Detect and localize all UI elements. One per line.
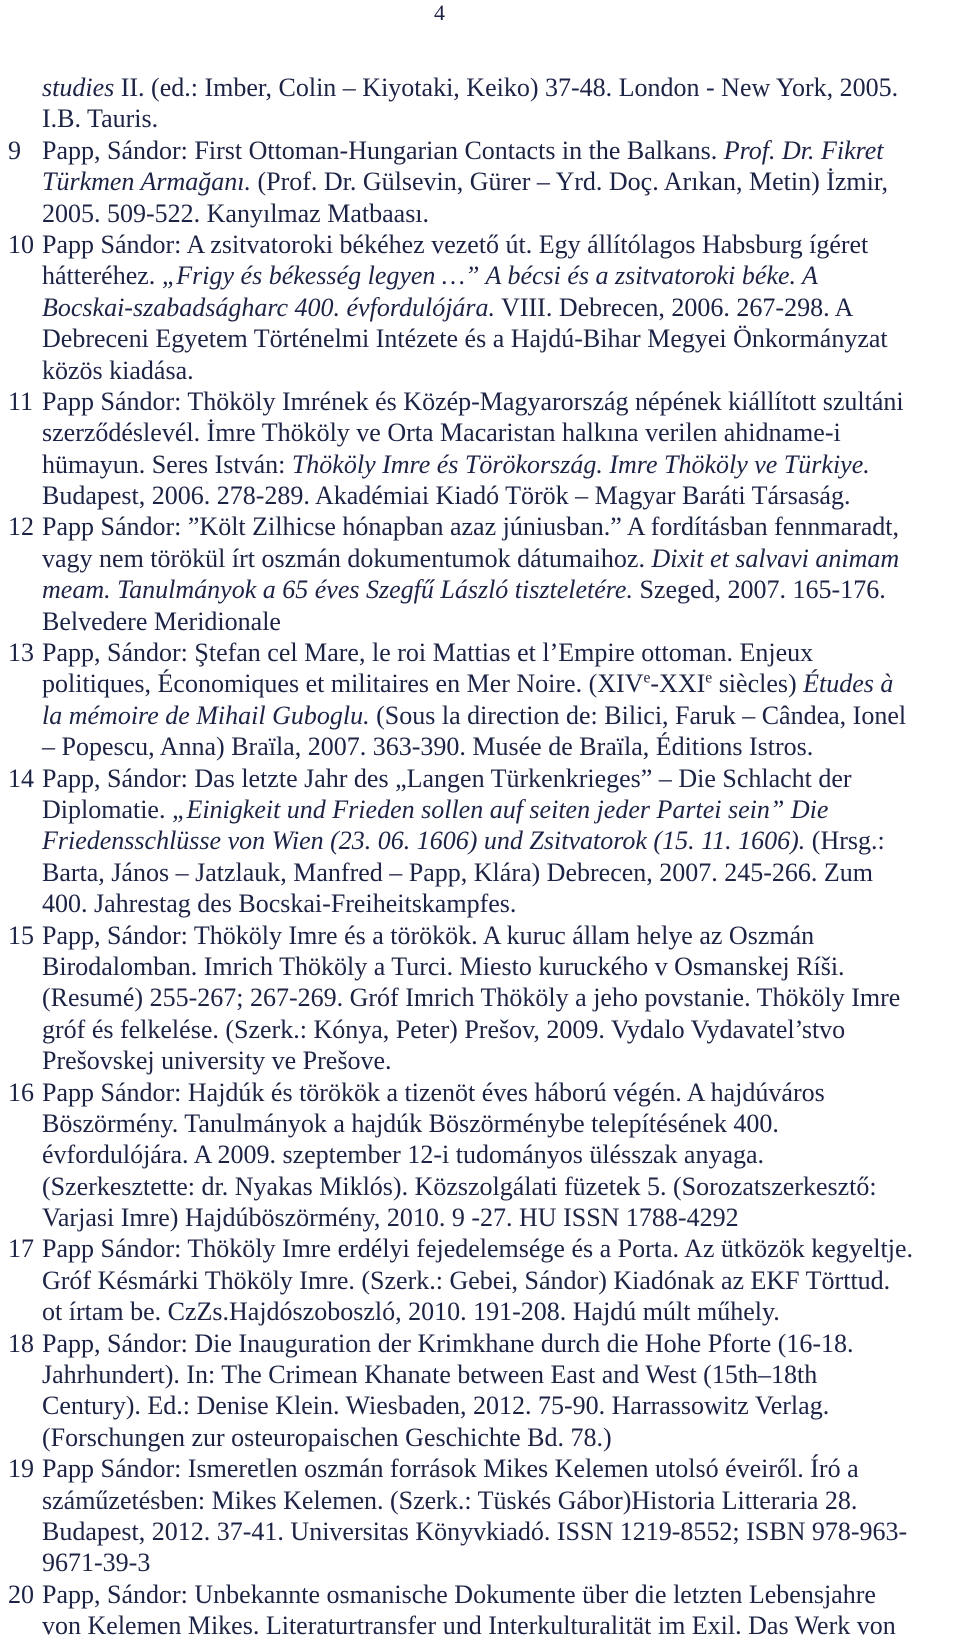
text-segment: – Popescu, Anna) Braïla, 2007. 363-390. Musée de Braïla, Éditions Istros.	[42, 732, 814, 762]
text-segment: Papp, Sándor: Thököly Imre és a törökök. A kuruc állam helye az Oszmán	[42, 920, 815, 950]
entry-line	[0, 417, 960, 448]
entry-line	[0, 1485, 960, 1516]
entry-number: 14	[8, 763, 34, 793]
entry-number: 12	[8, 512, 34, 542]
italic-text: Dixit et salvavi animam	[651, 543, 900, 573]
entry-line	[0, 260, 960, 291]
entry-line	[0, 1233, 960, 1264]
text-segment: (Sous la direction de: Bilici, Faruk – Cândea, Ionel	[369, 700, 907, 730]
entry-line	[0, 1077, 960, 1108]
italic-text: Friedensschlüsse von Wien (23. 06. 1606) und Zsitvatorok (15. 11. 1606).	[42, 826, 806, 856]
entry-line	[0, 1171, 960, 1202]
text-segment: Papp, Sándor: Das letzte Jahr des „Langen Türkenkrieges” – Die Schlacht der	[42, 763, 852, 793]
text-segment: von Kelemen Mikes. Literaturtransfer und Interkulturalität im Exil. Das Werk von	[42, 1611, 896, 1641]
text-segment: Gróf Késmárki Thököly Imre. (Szerk.: Gebei, Sándor) Kiadónak az EKF Törttud.	[42, 1265, 891, 1295]
entry-line	[0, 857, 960, 888]
text-segment: Birodalomban. Imrich Thököly a Turci. Miesto kuruckého v Osmanskej Ríši.	[42, 951, 845, 981]
text-segment: hátteréhez.	[42, 261, 162, 291]
text-segment: hümayun. Seres István:	[42, 449, 292, 479]
bibliography-entry	[0, 637, 960, 763]
text-segment: szerződéslevél. İmre Thököly ve Orta Macaristan halkına verilen ahidname-i	[42, 418, 841, 448]
text-segment: gróf és felkelése. (Szerk.: Kónya, Peter) Prešov, 2009. Vydalo Vydavatel’stvo	[42, 1014, 846, 1044]
text-segment: Budapest, 2006. 278-289. Akadémiai Kiadó Török – Magyar Baráti Társaság.	[42, 481, 851, 511]
text-segment: Papp Sándor: Thököly Imre erdélyi fejedelemsége és a Porta. Az ütközök kegyeltje.	[42, 1234, 913, 1264]
entry-line	[0, 888, 960, 919]
bibliography-entry	[0, 763, 960, 920]
text-segment: Böszörmény. Tanulmányok a hajdúk Böszörménybe telepítésének 400.	[42, 1108, 779, 1138]
entry-line	[0, 103, 960, 134]
italic-text: „Frigy és békesség legyen …” A bécsi és a zsitvatoroki béke. A	[161, 261, 818, 291]
text-segment: I.B. Tauris.	[42, 104, 159, 134]
entry-line	[0, 1579, 960, 1610]
entry-number: 10	[8, 229, 34, 259]
italic-text: la mémoire de Mihail Guboglu.	[42, 700, 370, 730]
text-segment: Jahrhundert). In: The Crimean Khanate between East and West (15th–18th	[42, 1360, 818, 1390]
entry-line	[0, 166, 960, 197]
entry-line	[0, 511, 960, 542]
entry-line	[0, 1359, 960, 1390]
text-segment: (Forschungen zur osteuropaischen Geschichte Bd. 78.)	[42, 1422, 612, 1452]
entry-line	[0, 1328, 960, 1359]
entry-line	[0, 763, 960, 794]
text-segment: Papp, Sándor: Die Inauguration der Krimkhane durch die Hohe Pforte (16-18.	[42, 1328, 854, 1358]
text-segment: Papp, Sándor: Unbekannte osmanische Dokumente über die letzten Lebensjahre	[42, 1579, 876, 1609]
text-segment: siècles)	[712, 669, 804, 699]
entry-line	[0, 292, 960, 323]
text-segment: Papp Sándor: Hajdúk és törökök a tizenöt éves háború végén. A hajdúváros	[42, 1077, 825, 1107]
bibliography-entry	[0, 920, 960, 1077]
entry-line	[0, 386, 960, 417]
text-segment: Papp Sándor: Thököly Imrének és Közép-Magyarország népének kiállított szultáni	[42, 386, 904, 416]
italic-text: „Einigkeit und Frieden sollen auf seiten jeder Partei sein” Die	[171, 794, 829, 824]
superscript-text: e	[705, 669, 713, 687]
italic-text: Études à	[803, 669, 894, 699]
entry-line	[0, 700, 960, 731]
italic-text: Prof. Dr. Fikret	[723, 135, 884, 165]
entry-number: 18	[8, 1328, 34, 1358]
bibliography-entry	[0, 1077, 960, 1234]
entry-line	[0, 1610, 960, 1641]
text-segment: száműzetésben: Mikes Kelemen. (Szerk.: Tüskés Gábor)Historia Litteraria 28.	[42, 1485, 858, 1515]
text-segment: Belvedere Meridionale	[42, 606, 281, 636]
text-segment: ot írtam be. CzZs.Hajdószoboszló, 2010. 191-208. Hajdú múlt műhely.	[42, 1297, 780, 1327]
entry-line	[0, 229, 960, 260]
bibliography-entry	[0, 1328, 960, 1454]
entry-line	[0, 951, 960, 982]
text-segment: 2005. 509-522. Kanyılmaz Matbaası.	[42, 198, 430, 228]
entry-line	[0, 668, 960, 699]
entry-line	[0, 480, 960, 511]
text-segment: Papp Sándor: A zsitvatoroki békéhez vezető út. Egy állítólagos Habsburg ígéret	[42, 229, 869, 259]
entry-line	[0, 1108, 960, 1139]
text-segment: (Hrsg.:	[805, 826, 885, 856]
entry-number: 17	[8, 1234, 34, 1264]
text-segment: Papp Sándor: Ismeretlen oszmán források Mikes Kelemen utolsó éveiről. Író a	[42, 1454, 859, 1484]
text-segment: Budapest, 2012. 37-41. Universitas Könyvkiadó. ISSN 1219-8552; ISBN 978-963-	[42, 1516, 908, 1546]
entry-line	[0, 1265, 960, 1296]
entry-line	[0, 1516, 960, 1547]
text-segment: Varjasi Imre) Hajdúböszörmény, 2010. 9 -27. HU ISSN 1788-4292	[42, 1203, 739, 1233]
entry-number: 19	[8, 1454, 34, 1484]
entry-line	[0, 1014, 960, 1045]
text-segment: (Szerkesztette: dr. Nyakas Miklós). Közszolgálati füzetek 5. (Sorozatszerkesztő:	[42, 1171, 877, 1201]
text-segment: közös kiadása.	[42, 355, 194, 385]
entry-line	[0, 574, 960, 605]
text-segment: 400. Jahrestag des Bocskai-Freiheitskampfes.	[42, 889, 517, 919]
bibliography-entry	[0, 1233, 960, 1327]
entry-line	[0, 794, 960, 825]
entry-line	[0, 449, 960, 480]
text-segment: Barta, János – Jatzlauk, Manfred – Papp, Klára) Debrecen, 2007. 245-266. Zum	[42, 857, 874, 887]
entry-number: 13	[8, 638, 34, 668]
entry-line	[0, 355, 960, 386]
bibliography-entry	[0, 229, 960, 386]
entry-number: 20	[8, 1579, 34, 1609]
entry-line	[0, 323, 960, 354]
entry-line	[0, 606, 960, 637]
entry-line	[0, 72, 960, 103]
entry-number: 15	[8, 920, 34, 950]
entry-line	[0, 198, 960, 229]
entry-line	[0, 637, 960, 668]
italic-text: Türkmen Armağanı.	[42, 167, 251, 197]
text-segment: -XXI	[650, 669, 706, 699]
italic-text: meam. Tanulmányok a 65 éves Szegfű László tiszteletére.	[42, 575, 633, 605]
italic-text: Bocskai-szabadságharc 400. évfordulójára.	[42, 292, 496, 322]
entry-number: 16	[8, 1077, 34, 1107]
text-segment: Papp Sándor: ”Költ Zilhicse hónapban azaz júniusban.” A fordításban fennmaradt,	[42, 512, 900, 542]
text-segment: (Resumé) 255-267; 267-269. Gróf Imrich Thököly a jeho povstanie. Thököly Imre	[42, 983, 901, 1013]
text-segment: politiques, Économiques et militaires en Mer Noire. (XIV	[42, 669, 644, 699]
superscript-text: e	[643, 669, 651, 687]
text-segment: Century). Ed.: Denise Klein. Wiesbaden, 2012. 75-90. Harrassowitz Verlag.	[42, 1391, 830, 1421]
entry-number: 9	[8, 135, 21, 165]
text-segment: 9671-39-3	[42, 1548, 151, 1578]
text-segment: Papp, Sándor: First Ottoman-Hungarian Contacts in the Balkans.	[42, 135, 724, 165]
entry-line	[0, 1139, 960, 1170]
entry-line	[0, 1422, 960, 1453]
entry-line	[0, 135, 960, 166]
text-segment: Szeged, 2007. 165-176.	[632, 575, 886, 605]
entry-line	[0, 1453, 960, 1484]
bibliography-entry	[0, 511, 960, 637]
entry-line	[0, 1547, 960, 1578]
entry-line	[0, 1202, 960, 1233]
text-segment: Diplomatie.	[42, 794, 172, 824]
page-number: 4	[434, 0, 445, 25]
bibliography-entry	[0, 135, 960, 229]
italic-text: Thököly Imre és Törökország. Imre Thököly ve Türkiye.	[291, 449, 870, 479]
text-segment: évfordulójára. A 2009. szeptember 12-i tudományos ülésszak anyaga.	[42, 1140, 765, 1170]
bibliography-entry	[0, 72, 960, 135]
text-segment: Prešovskej university ve Prešove.	[42, 1046, 392, 1076]
text-segment: (Prof. Dr. Gülsevin, Gürer – Yrd. Doç. Arıkan, Metin) İzmir,	[250, 167, 888, 197]
entry-line	[0, 920, 960, 951]
text-segment: VIII. Debrecen, 2006. 267-298. A	[495, 292, 854, 322]
entry-line	[0, 1296, 960, 1327]
text-segment: II. (ed.: Imber, Colin – Kiyotaki, Keiko) 37-48. London - New York, 2005.	[114, 73, 899, 102]
text-segment: Papp, Sándor: Ştefan cel Mare, le roi Mattias et l’Empire ottoman. Enjeux	[42, 638, 814, 668]
entry-line	[0, 1390, 960, 1421]
entry-line	[0, 825, 960, 856]
bibliography-entry	[0, 1453, 960, 1579]
entry-line	[0, 1045, 960, 1076]
italic-text: studies	[42, 73, 115, 102]
text-segment: Debreceni Egyetem Történelmi Intézete és a Hajdú-Bihar Megyei Önkormányzat	[42, 324, 888, 354]
bibliography-list	[0, 72, 960, 1642]
bibliography-entry	[0, 386, 960, 512]
entry-line	[0, 731, 960, 762]
entry-line	[0, 982, 960, 1013]
entry-number: 11	[8, 386, 34, 416]
bibliography-entry	[0, 1579, 960, 1642]
entry-line	[0, 543, 960, 574]
text-segment: vagy nem törökül írt oszmán dokumentumok dátumaihoz.	[42, 543, 652, 573]
